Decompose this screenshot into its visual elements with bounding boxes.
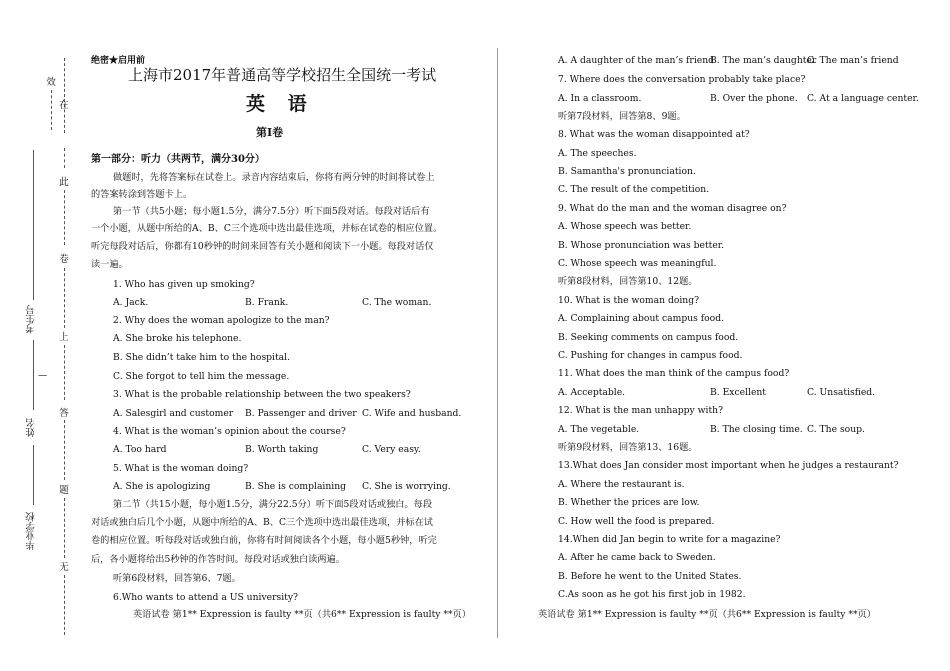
page-footer: 英语试卷 第1** Expression is faulty **页（共6** Expression is faulty **页）	[133, 609, 471, 620]
option-c: C. The woman.	[362, 297, 432, 308]
sec2-line: 卷的相应位置。听每段对话或独白前，你将有时间阅读各个小题，每小题5秒钟，听完	[91, 535, 437, 546]
question-stem: 13.What does Jan consider most important when he judges a restaurant?	[558, 460, 899, 471]
question-stem: 6.Who wants to attend a US university?	[113, 592, 298, 603]
option-c: C. Pushing for changes in campus food.	[558, 350, 743, 361]
option-c: C. She forgot to tell him the message.	[113, 371, 290, 382]
margin-char: 此	[59, 177, 69, 188]
margin-char: 效	[46, 77, 56, 88]
option-a: A. The vegetable.	[558, 424, 640, 435]
exam-title: 上海市2017年普通高等学校招生全国统一考试	[128, 66, 437, 84]
option-c: C. Unsatisfied.	[807, 387, 876, 398]
option-c: C. How well the food is prepared.	[558, 516, 715, 527]
secret-label: 绝密★启用前	[91, 56, 146, 66]
margin-char: 卷	[59, 254, 69, 265]
question-stem: 5. What is the woman doing?	[113, 463, 249, 474]
question-stem: 1. Who has given up smoking?	[113, 279, 255, 290]
option-b: B. The man’s daughter	[710, 55, 817, 66]
dash-mark: —	[38, 370, 48, 381]
sec2-line: 第二节（共15小题，每小题1.5分，满分22.5分）听下面5段对话或独白。每段	[113, 499, 433, 510]
part1-heading: 第一部分：听力（共两节，满分30分）	[91, 154, 265, 165]
material-note: 听第6段材料，回答第6、7题。	[113, 573, 241, 584]
option-a: A. Acceptable.	[558, 387, 626, 398]
question-stem: 4. What is the woman’s opinion about the course?	[113, 426, 346, 437]
question-stem: 8. What was the woman disappointed at?	[558, 129, 750, 140]
option-c: C. The soup.	[807, 424, 865, 435]
question-stem: 7. Where does the conversation probably take place?	[558, 74, 806, 85]
option-b: B. Whether the prices are low.	[558, 497, 700, 508]
sec2-line: 后，各小题将给出5秒钟的作答时间。每段对话或独白读两遍。	[91, 554, 345, 565]
material-note: 听第7段材料，回答第8、9题。	[558, 111, 686, 122]
option-c: C. The result of the competition.	[558, 184, 710, 195]
margin-char: 答	[59, 408, 69, 419]
option-a: A. A daughter of the man’s friend	[558, 55, 714, 66]
margin-char: 无	[59, 562, 69, 573]
option-a: A. Complaining about campus food.	[558, 313, 725, 324]
option-c: C. Wife and husband.	[362, 408, 462, 419]
option-b: B. Seeking comments on campus food.	[558, 332, 739, 343]
question-stem: 11. What does the man think of the campus food?	[558, 368, 790, 379]
option-a: A. Jack.	[113, 297, 149, 308]
margin-char: 上	[59, 332, 69, 343]
material-note: 听第8段材料，回答第10、12题。	[558, 276, 698, 287]
option-a: A. She is apologizing	[113, 481, 211, 492]
option-c: C. At a language center.	[807, 93, 919, 104]
intro-line: 做题时，先将答案标在试卷上。录音内容结束后，你将有两分钟的时间将试卷上	[113, 172, 435, 183]
option-a: A. In a classroom.	[558, 93, 642, 104]
question-stem: 3. What is the probable relationship between the two speakers?	[113, 389, 411, 400]
option-b: B. Passenger and driver	[245, 408, 357, 419]
sec2-line: 对话或独白后几个小题，从题中所给的A、B、C三个选项中选出最佳选项，并标在试	[91, 517, 433, 528]
option-c: C. She is worrying.	[362, 481, 451, 492]
option-a: A. Whose speech was better.	[558, 221, 692, 232]
option-c: C. The man’s friend	[807, 55, 899, 66]
option-b: B. Samantha's pronunciation.	[558, 166, 696, 177]
sec1-line: 第一节（共5小题；每小题1.5分，满分7.5分）听下面5段对话。每段对话后有	[113, 206, 430, 217]
material-note: 听第9段材料，回答第13、16题。	[558, 442, 698, 453]
option-b: B. The closing time.	[710, 424, 803, 435]
question-stem: 10. What is the woman doing?	[558, 295, 700, 306]
option-a: A. She broke his telephone.	[113, 333, 242, 344]
subject-title: 英 语	[246, 93, 315, 115]
option-b: B. She didn’t take him to the hospital.	[113, 352, 291, 363]
option-b: B. Over the phone.	[710, 93, 798, 104]
option-a: A. The speeches.	[558, 148, 637, 159]
intro-line: 的答案转涂到答题卡上。	[91, 189, 193, 200]
school-label: 毕业学校	[26, 512, 37, 550]
option-b: B. Before he went to the United States.	[558, 571, 742, 582]
question-stem: 9. What do the man and the woman disagree on?	[558, 203, 787, 214]
option-c: C.As soon as he got his first job in 1982.	[558, 589, 746, 600]
option-b: B. Worth taking	[245, 444, 319, 455]
option-b: B. Excellent	[710, 387, 766, 398]
option-a: A. After he came back to Sweden.	[558, 552, 716, 563]
question-stem: 14.When did Jan begin to write for a magazine?	[558, 534, 781, 545]
margin-char: 题	[59, 485, 69, 496]
margin-char: 在	[59, 100, 69, 111]
option-b: B. Whose pronunciation was better.	[558, 240, 725, 251]
page-footer: 英语试卷 第1** Expression is faulty **页（共6** Expression is faulty **页）	[538, 609, 876, 620]
sec1-line: 读一遍。	[91, 259, 128, 270]
option-c: C. Very easy.	[362, 444, 421, 455]
sec1-line: 一个小题，从题中所给的A、B、C三个选项中选出最佳选项，并标在试卷的相应位置。	[91, 223, 443, 234]
question-stem: 12. What is the man unhappy with?	[558, 405, 723, 416]
option-a: A. Salesgirl and customer	[113, 408, 234, 419]
option-a: A. Where the restaurant is.	[558, 479, 685, 490]
name-label: 姓名	[26, 418, 37, 437]
question-stem: 2. Why does the woman apologize to the man?	[113, 315, 330, 326]
column-separator	[497, 48, 498, 638]
sec1-line: 听完每段对话后，你都有10秒钟的时间来回答有关小题和阅读下一小题。每段对话仅	[91, 241, 434, 252]
option-b: B. She is complaining	[245, 481, 347, 492]
candidate-number-label: 考生号	[26, 305, 37, 334]
option-b: B. Frank.	[245, 297, 289, 308]
option-c: C. Whose speech was meaningful.	[558, 258, 717, 269]
volume-label: 第Ⅰ卷	[256, 126, 284, 139]
option-a: A. Too hard	[113, 444, 167, 455]
